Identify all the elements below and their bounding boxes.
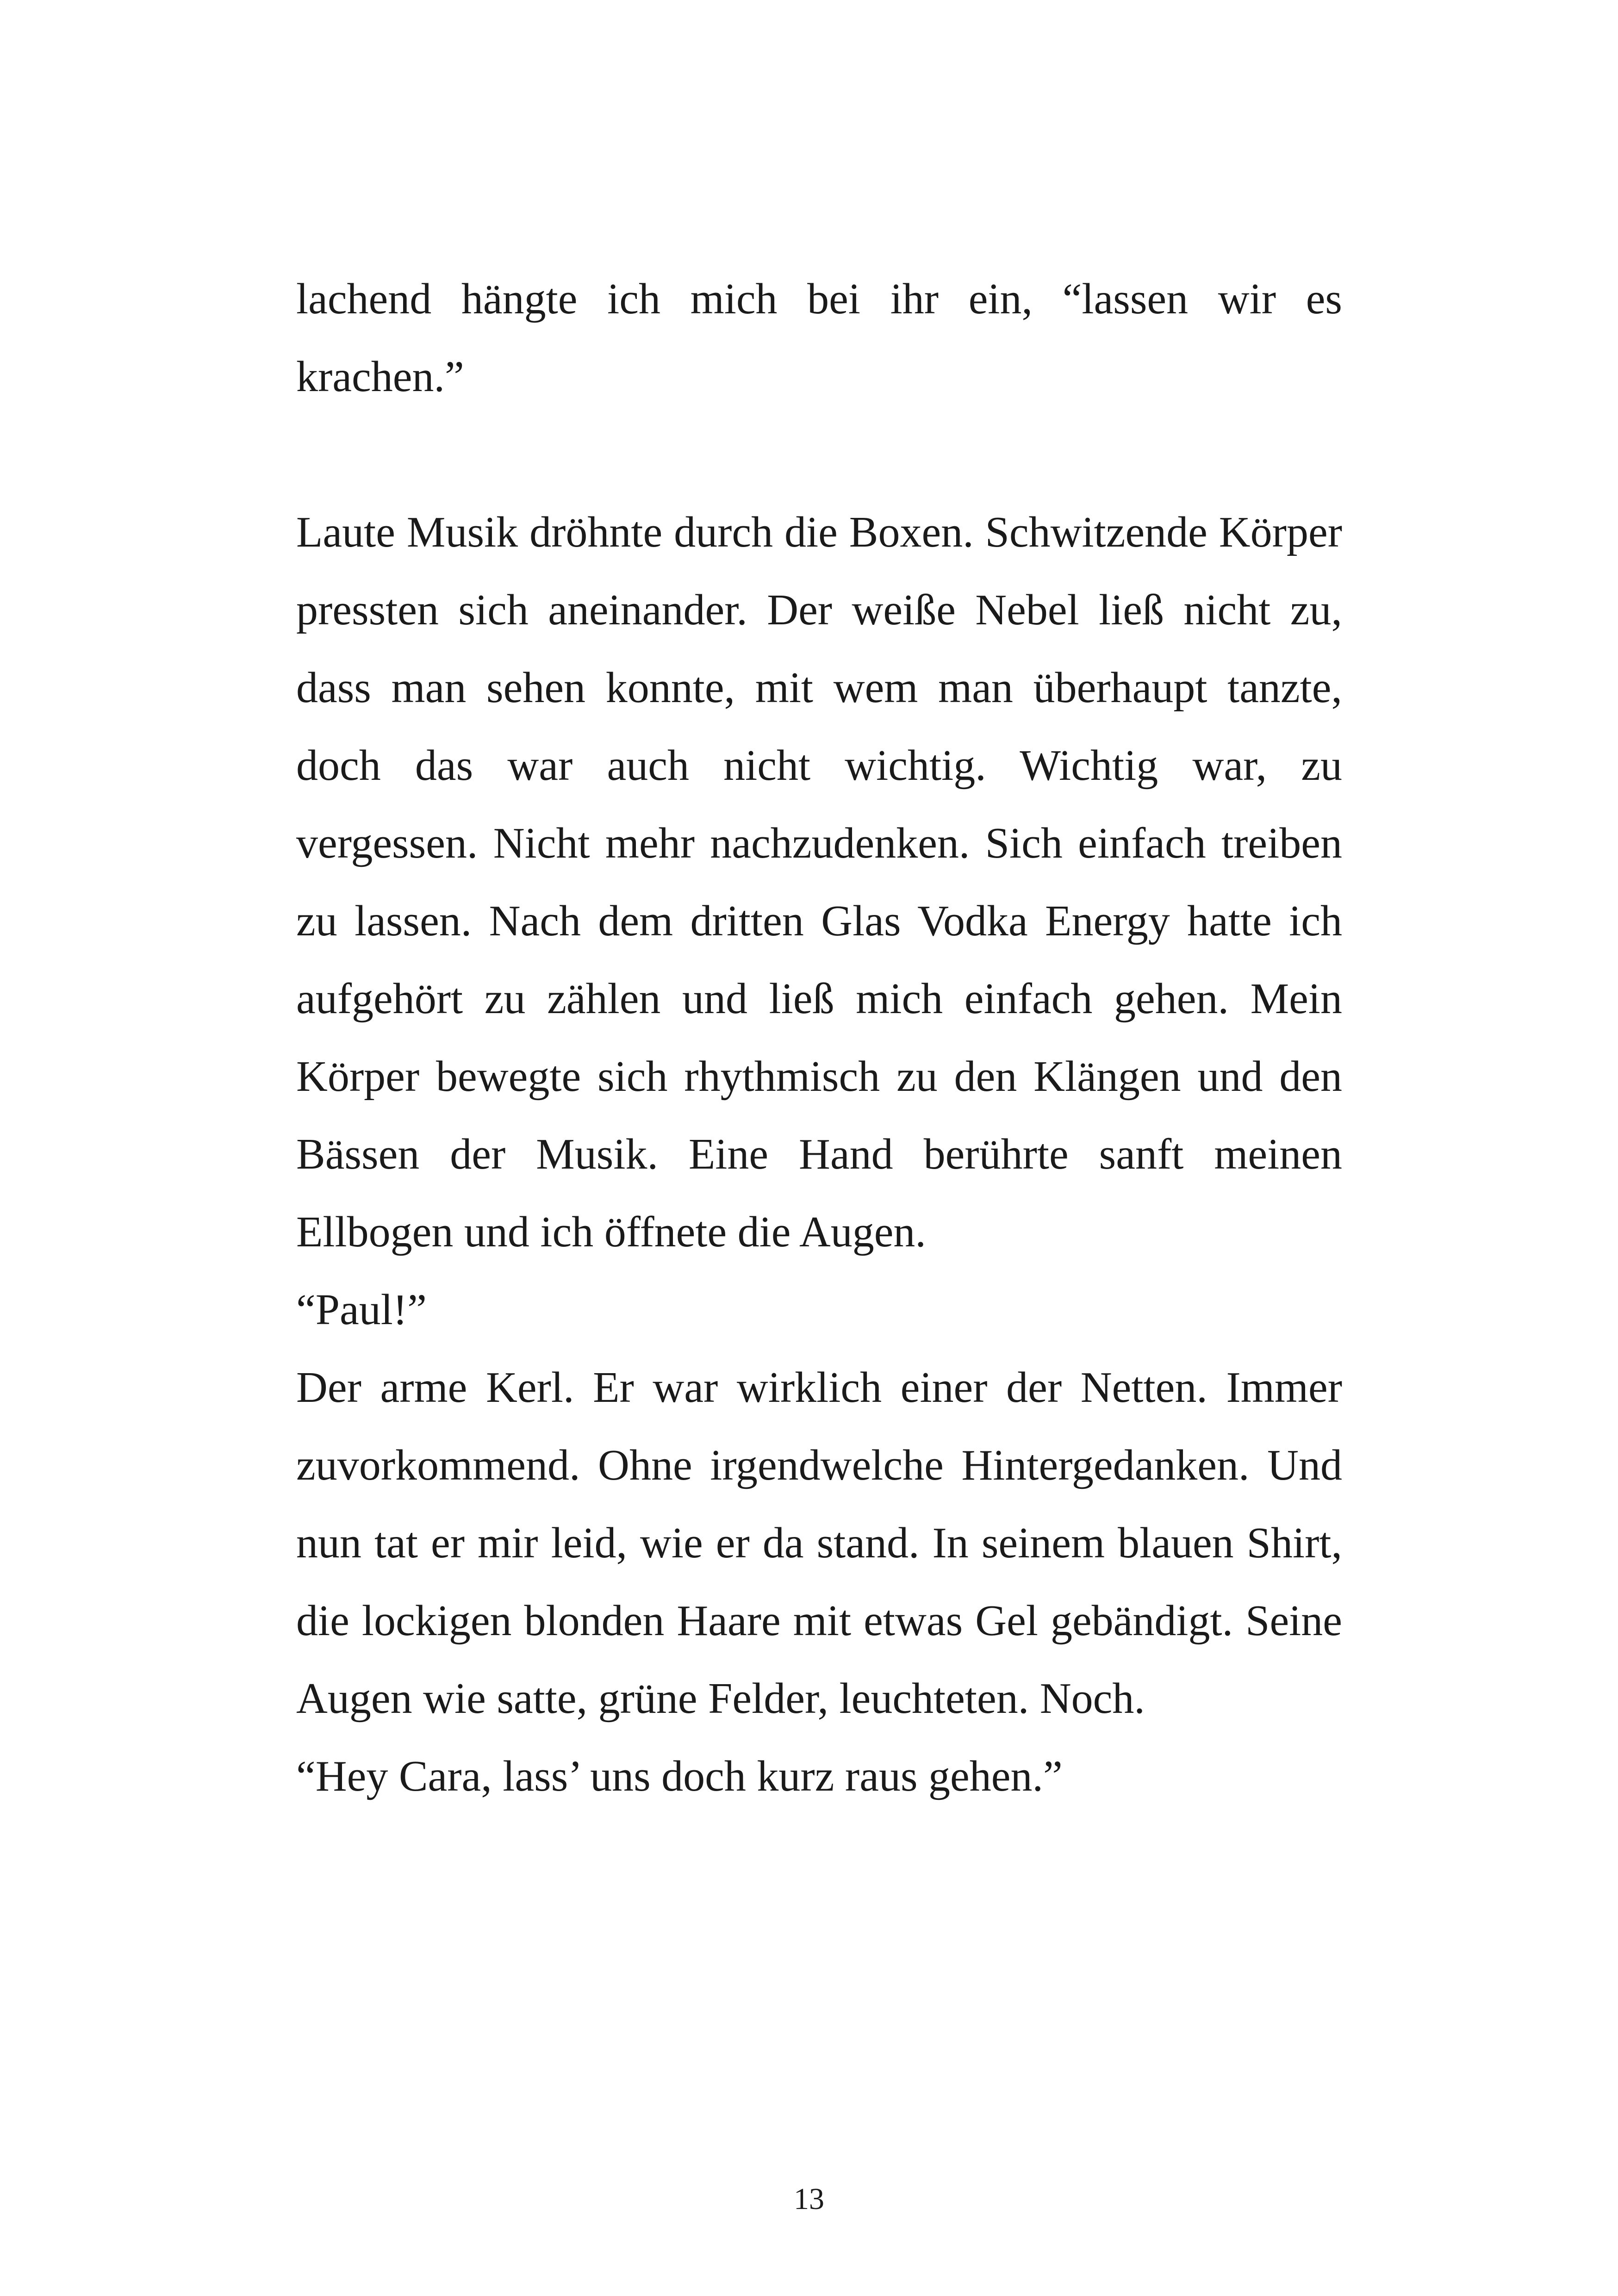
paragraph-der-arme-kerl: Der arme Kerl. Er war wirklich einer der Netten. Immer zuvorkommend. Ohne irgendwelche Hintergedanken. Und nun tat er mir leid, wie er da stand. In seinem blauen Shirt, die lockigen blonden Haare mit etwas Gel gebändigt. Seine Augen wie satte, grüne Felder, leuchteten. Noch. [296,1363,1342,1723]
paragraph-lachend: lachend hängte ich mich bei ihr ein, “lassen wir es krachen.” [296,275,1342,401]
dialogue-paul: “Paul!” [296,1286,427,1334]
paragraph-laute-musik: Laute Musik dröhnte durch die Boxen. Schwitzende Körper pressten sich aneinander. Der weiße Nebel ließ nicht zu, dass man sehen konnte, mit wem man überhaupt tanzte, doch das war auch nicht wichtig. Wichtig war, zu vergessen. Nicht mehr nachzudenken. Sich einfach treiben zu lassen. Nach dem dritten Glas Vodka Energy hatte ich aufgehört zu zählen und ließ mich einfach gehen. Mein Körper bewegte sich rhythmisch zu den Klängen und den Bässen der Musik. Eine Hand berührte sanft meinen Ellbogen und ich öffnete die Augen. [296,508,1342,1256]
main-section [296,493,1342,1815]
page-number: 13 [794,2182,824,2216]
dialogue-hey-cara: “Hey Cara, lass’ uns doch kurz raus gehen.” [296,1752,1063,1800]
opening-section [296,260,1342,416]
